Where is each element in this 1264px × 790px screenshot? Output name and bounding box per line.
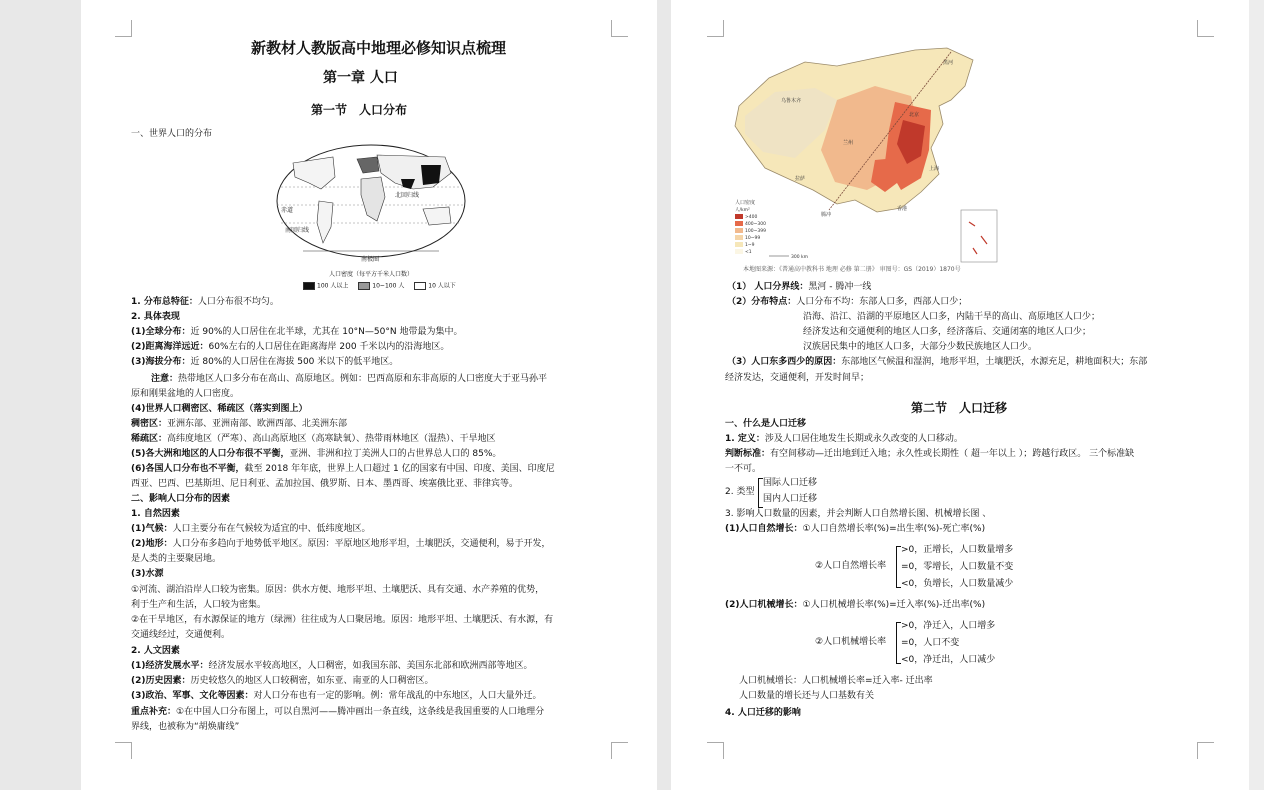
left-line-label: (2)历史因素：	[131, 676, 191, 686]
margin-mark-bottom-right	[1197, 742, 1214, 759]
left-text-line	[131, 311, 180, 323]
left-text-line	[131, 553, 221, 565]
left-text-line	[131, 493, 230, 505]
right-line-content: 经济发达和交通便利的地区人口多，经济落后、交通闭塞的地区人口少；	[803, 327, 1092, 337]
migration-line-content: 有空间移动—迁出地到迁入地；永久性或长期性（ 超一年以上 ）；跨越行政区。 三个标准缺	[770, 449, 1135, 459]
migration-text-line	[725, 463, 761, 475]
map-place-lhasa: 拉萨	[795, 176, 806, 182]
china-legend-label-6: <1	[745, 250, 752, 255]
left-line-content: 近 90%的人口居住在北半球，尤其在 10°N—50°N 地带最为集中。	[190, 327, 463, 337]
type-domestic: 国内人口迁移	[763, 494, 818, 504]
natural-growth-head-bold: (1)人口自然增长：	[725, 524, 803, 534]
left-line-label: 稠密区：	[131, 419, 168, 429]
left-text-line	[131, 629, 230, 641]
left-line-content: 近 80%的人口居住在海拔 500 米以下的低平地区。	[190, 357, 399, 367]
left-text-line	[131, 706, 544, 718]
world-population-map	[273, 143, 469, 273]
document-title: 新教材人教版高中地理必修知识点梳理	[251, 39, 507, 57]
left-text-line	[131, 523, 371, 535]
chapter-title: 第一章 人口	[323, 70, 398, 86]
china-population-map	[725, 40, 1003, 272]
left-line-label: 注意：	[151, 374, 179, 384]
china-legend-label-4: 10~99	[745, 236, 761, 241]
document-page-left	[81, 0, 657, 790]
left-line-label: (1)气候：	[131, 524, 173, 534]
right-line-content: 经济发达，交通便利，开发时间早；	[725, 373, 870, 383]
left-line-content: 原和刚果盆地的人口密度。	[131, 389, 240, 399]
left-text-line	[131, 675, 434, 687]
map-scale-label: 300 km	[791, 255, 809, 260]
migration-line-content: 涉及人口居住地发生长期或永久改变的人口移动。	[764, 434, 963, 444]
china-legend-label-3: 100~399	[745, 229, 766, 234]
left-line-content: 利于生产和生活，人口较为密集。	[131, 600, 267, 610]
left-line-label: 重点补充：	[131, 707, 177, 717]
left-line-content: 人口分布多趋向于地势低平地区。原因：平原地区地形平坦，土壤肥沃，交通便利，易于开发，	[172, 539, 551, 549]
types-label: 2. 类型	[725, 487, 755, 497]
china-map-legend	[735, 214, 766, 255]
natural-case-negative: <0，负增长，人口数量减少	[901, 579, 1014, 589]
right-line-content: 沿海、沿江、沿湖的平原地区人口多，内陆干旱的高山、高原地区人口少；	[803, 312, 1101, 322]
left-text-line	[131, 433, 496, 445]
left-line-label: (6)各国人口分布也不平衡，	[131, 464, 245, 474]
right-line-content: 人口分布不均：东部人口多，西部人口少；	[796, 297, 968, 307]
left-line-content: ①在中国人口分布图上，可以自黑河——腾冲画出一条直线，这条线是我国重要的人口地理分	[176, 707, 545, 717]
left-text-line	[131, 403, 308, 415]
left-text-line	[131, 296, 279, 308]
left-line-label: 2. 具体表现	[131, 312, 180, 322]
legend-swatch-dense	[303, 282, 315, 290]
mech-case-zero: =0，人口不变	[901, 638, 960, 648]
migration-text-line	[725, 433, 963, 445]
left-line-content: 界线，也被称为“胡焕庸线”	[131, 722, 240, 732]
natural-case-positive: >0，正增长，人口数量增多	[901, 545, 1014, 555]
china-legend-label-1: >400	[745, 215, 758, 220]
mechanical-growth-formula: ①人口机械增长率(%)=迁入率(%)-迁出率(%)	[802, 600, 986, 610]
migration-line-label: 判断标准：	[725, 449, 771, 459]
natural-growth-label: ②人口自然增长率	[815, 561, 887, 571]
map-label-equator: 赤道	[281, 207, 294, 214]
migration-text-line	[725, 448, 1134, 460]
map-legend-unit: 人/km²	[735, 208, 750, 213]
map-legend-title: 人口密度	[735, 200, 756, 206]
mech-case-positive: >0，净迁入，人口增多	[901, 621, 996, 631]
natural-growth-heading	[725, 523, 985, 535]
right-text-line	[727, 296, 967, 308]
type-international: 国际人口迁移	[763, 478, 818, 488]
left-text-line	[131, 508, 180, 520]
china-legend-swatch-5	[735, 242, 743, 247]
right-line-content: 黑河 - 腾冲一线	[808, 282, 872, 292]
mechanical-growth-heading	[725, 599, 985, 611]
left-text-line	[131, 584, 544, 596]
right-line-label: （3）人口东多西少的原因：	[727, 357, 842, 367]
legend-swatch-sparse	[414, 282, 426, 290]
right-text-line	[803, 311, 1100, 323]
right-line-content: 汉族居民集中的地区人口多，大部分少数民族地区人口少。	[803, 342, 1038, 352]
left-text-line	[131, 356, 398, 368]
left-text-line	[131, 448, 501, 460]
mechanical-growth-label: ②人口机械增长率	[815, 637, 887, 647]
china-map-source: 本地图来源：《普通高中教科书 地理 必修 第二册》 审图号：GS（2019）1870号	[743, 266, 961, 273]
migration-text-line	[725, 418, 806, 430]
left-text-line	[131, 326, 462, 338]
world-map-caption: 人口密度（每平方千米人口数）	[329, 271, 414, 278]
map-place-urumqi: 乌鲁木齐	[781, 98, 802, 104]
map-label-tropic-north: 北回归线	[395, 192, 420, 199]
item-3: 3. 影响人口数量的因素，并会判断人口自然增长图、机械增长图 、	[725, 509, 992, 519]
right-text-line	[725, 372, 869, 384]
note-base: 人口数量的增长还与人口基数有关	[739, 691, 875, 701]
right-text-line	[727, 281, 871, 293]
margin-mark-top-right	[611, 20, 628, 37]
item-4: 4. 人口迁移的影响	[725, 708, 801, 718]
migration-line-content: 一不可。	[725, 464, 762, 474]
left-text-line	[131, 599, 266, 611]
left-line-label: 2. 人文因素	[131, 646, 180, 656]
natural-case-zero: =0，零增长，人口数量不变	[901, 562, 1014, 572]
legend-label-dense: 100 人以上	[317, 282, 349, 290]
china-legend-swatch-3	[735, 228, 743, 233]
natural-growth-formula: ①人口自然增长率(%)=出生率(%)-死亡率(%)	[802, 524, 986, 534]
left-line-content: 60%左右的人口居住在距离海岸 200 千米以内的沿海地区。	[208, 342, 450, 352]
right-line-content: 东部地区气候温和湿润，地形平坦，土壤肥沃，水源充足，耕地面积大；东部	[841, 357, 1148, 367]
section-title: 第一节 人口分布	[311, 103, 408, 117]
right-text-line	[803, 341, 1037, 353]
map-place-tengchong: 腾冲	[821, 212, 832, 218]
margin-mark-top-left	[115, 20, 132, 37]
map-place-lanzhou: 兰州	[843, 140, 854, 146]
left-line-label: 二、影响人口分布的因素	[131, 494, 231, 504]
legend-swatch-medium	[358, 282, 370, 290]
left-line-content: 截至 2018 年年底，世界上人口超过 1 亿的国家有中国、印度、美国、印度尼	[244, 464, 555, 474]
left-line-label: (3)水源	[131, 569, 164, 579]
china-legend-label-5: 1~9	[745, 243, 755, 248]
left-line-content: 亚洲东部、亚洲南部、欧洲西部、北美洲东部	[167, 419, 348, 429]
note-mechanical: 人口机械增长：人口机械增长率=迁入率- 迁出率	[739, 676, 933, 686]
china-map-south-sea-inset	[961, 210, 997, 262]
map-label-tropic-south: 南回归线	[285, 227, 310, 234]
china-legend-swatch-2	[735, 221, 743, 226]
left-line-content: 经济发展水平较高地区，人口稠密，如我国东部、美国东北部和欧洲西部等地区。	[208, 661, 533, 671]
heading-world-distribution: 一、世界人口的分布	[131, 129, 213, 139]
left-text-line	[131, 538, 551, 550]
left-text-line	[131, 660, 533, 672]
left-text-line	[131, 645, 180, 657]
left-text-line	[131, 478, 518, 490]
world-map-east-asia-dense	[421, 165, 441, 185]
china-legend-swatch-1	[735, 214, 743, 219]
left-line-content: 对人口分布也有一定的影响。例：常年战乱的中东地区，人口大量外迁。	[253, 691, 542, 701]
document-page-right	[671, 0, 1249, 790]
right-text-line	[803, 326, 1091, 338]
china-legend-swatch-4	[735, 235, 743, 240]
migration-line-label: 1. 定义：	[725, 434, 765, 444]
window-edge-strip[interactable]	[1249, 0, 1264, 790]
legend-label-sparse: 10 人以下	[428, 282, 456, 290]
left-line-content: 亚洲、非洲和拉丁美洲人口的占世界总人口的 85%。	[289, 449, 502, 459]
china-legend-swatch-6	[735, 249, 743, 254]
legend-label-medium: 10~100 人	[372, 282, 405, 290]
left-text-line	[131, 721, 239, 733]
left-text-line	[131, 418, 347, 430]
map-label-antarctic: 南极圈	[361, 256, 380, 263]
left-line-label: (1)全球分布：	[131, 327, 191, 337]
left-text-line	[131, 568, 164, 580]
left-line-content: 是人类的主要聚居地。	[131, 554, 222, 564]
left-text-line	[131, 614, 553, 626]
left-text-line	[131, 463, 555, 475]
left-line-content: 历史较悠久的地区人口较稠密，如东亚、南亚的人口稠密区。	[190, 676, 434, 686]
left-line-label: (4)世界人口稠密区、稀疏区（落实到图上）	[131, 404, 308, 414]
left-line-content: 交通线经过，交通便利。	[131, 630, 231, 640]
left-line-content: 人口主要分布在气候较为适宜的中、低纬度地区。	[172, 524, 371, 534]
map-place-beijing: 北京	[909, 112, 920, 118]
right-line-label: （2）分布特点：	[727, 297, 797, 307]
china-legend-label-2: 400~300	[745, 222, 766, 227]
map-place-shanghai: 上海	[929, 166, 940, 172]
world-map-legend	[303, 282, 456, 291]
map-place-hongkong: 香港	[897, 206, 908, 212]
mechanical-growth-head-bold: (2)人口机械增长：	[725, 600, 803, 610]
left-text-line	[131, 341, 449, 353]
section2-title: 第二节 人口迁移	[911, 401, 1008, 415]
left-line-label: (5)各大洲和地区的人口分布很不平衡，	[131, 449, 290, 459]
left-line-label: 稀疏区：	[131, 434, 168, 444]
mech-case-negative: <0，净迁出，人口减少	[901, 655, 996, 665]
margin-mark-bottom-right	[611, 742, 628, 759]
left-line-content: ②在干旱地区，有水源保证的地方（绿洲）往往成为人口聚居地。原因：地形平坦、土壤肥沃、有水源，有	[131, 615, 554, 625]
margin-mark-top-left	[707, 20, 724, 37]
right-line-label: （1） 人口分界线：	[727, 282, 809, 292]
map-place-heihe: 黑河	[943, 60, 954, 66]
left-line-content: 高纬度地区（严寒）、高山高原地区（高寒缺氧）、热带雨林地区（湿热）、干旱地区	[167, 434, 496, 444]
left-text-line	[151, 373, 547, 385]
left-line-label: 1. 分布总特征：	[131, 297, 198, 307]
right-text-line	[727, 356, 1147, 368]
left-line-label: 1. 自然因素	[131, 509, 180, 519]
left-line-content: ①河流、湖泊沿岸人口较为密集。原因：供水方便、地形平坦、土壤肥沃、具有交通、水产养殖的优势，	[131, 585, 545, 595]
migration-line-label: 一、什么是人口迁移	[725, 419, 807, 429]
margin-mark-top-right	[1197, 20, 1214, 37]
left-text-line	[131, 690, 542, 702]
left-text-line	[131, 388, 239, 400]
left-line-label: (2)距离海洋远近：	[131, 342, 209, 352]
left-line-content: 热带地区人口多分布在高山、高原地区。例如：巴西高原和东非高原的人口密度大于亚马孙平	[178, 374, 548, 384]
left-line-label: (2)地形：	[131, 539, 173, 549]
margin-mark-bottom-left	[707, 742, 724, 759]
left-line-label: (3)海拔分布：	[131, 357, 191, 367]
left-line-label: (3)政治、军事、文化等因素：	[131, 691, 254, 701]
left-line-content: 西亚、巴西、巴基斯坦、尼日利亚、孟加拉国、俄罗斯、日本、墨西哥、埃塞俄比亚、菲律宾等。	[131, 479, 519, 489]
left-line-label: (1)经济发展水平：	[131, 661, 209, 671]
margin-mark-bottom-left	[115, 742, 132, 759]
left-line-content: 人口分布很不均匀。	[197, 297, 279, 307]
